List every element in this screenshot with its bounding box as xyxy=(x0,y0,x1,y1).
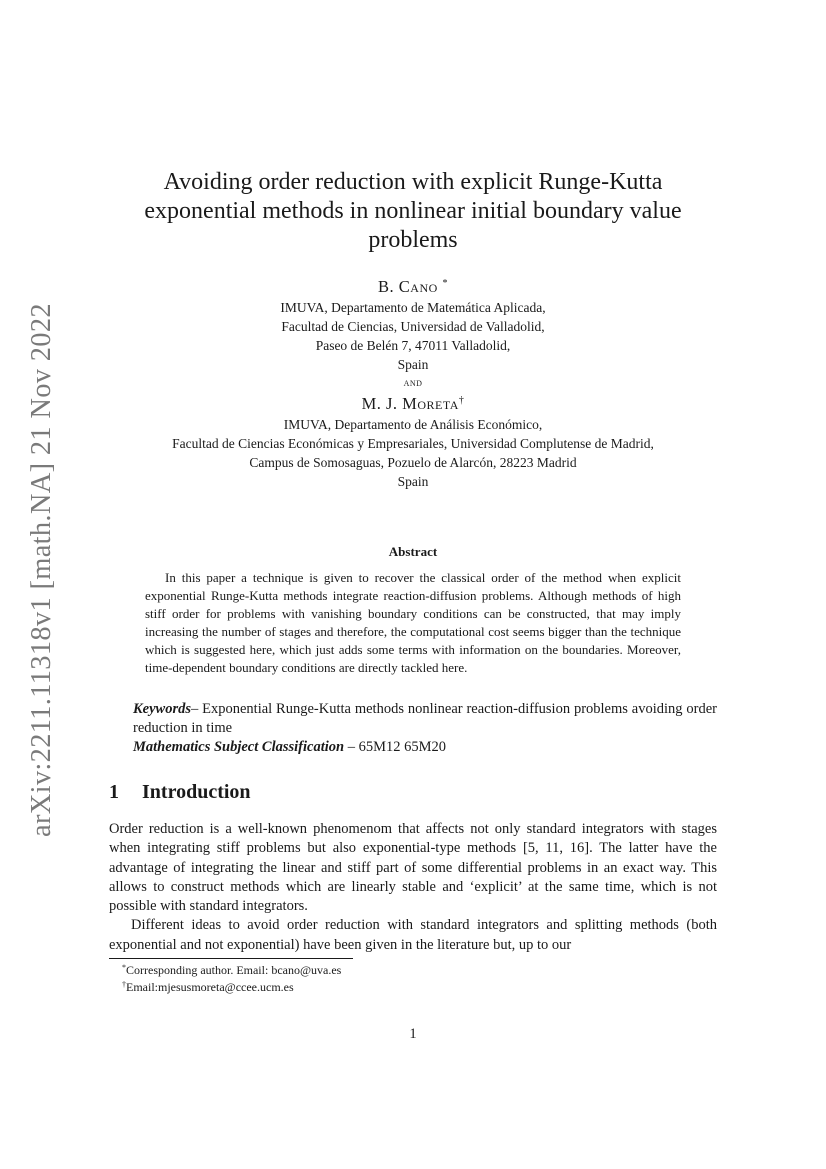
affiliation-line: Paseo de Belén 7, 47011 Valladolid, xyxy=(315,338,511,353)
paper-title xyxy=(110,168,716,255)
author-block xyxy=(110,276,716,491)
page-number: 1 xyxy=(409,1026,417,1042)
affiliation-line: IMUVA, Departamento de Análisis Económico, xyxy=(283,417,543,432)
msc-text: – 65M12 65M20 xyxy=(347,739,446,755)
footnote-mark: * xyxy=(442,278,448,289)
author-name: B. Cano xyxy=(378,277,438,296)
msc-label: Mathematics Subject Classification xyxy=(133,739,345,755)
affiliation-line: Campus de Somosaguas, Pozuelo de Alarcón, 28223 Madrid xyxy=(249,455,577,470)
title-line: problems xyxy=(368,227,458,253)
section-title: Introduction xyxy=(142,781,251,803)
abstract-heading: Abstract xyxy=(388,544,438,559)
abstract-text: In this paper a technique is given to recover the classical order of the method when explicit exponential Runge-Kutta methods integrate reaction-diffusion problems. Although methods of high stiff order for problems with vanishing boundary conditions can be constructed, that may imply increasing the number of stages and therefore, the computational cost seems bigger than the technique which is suggested here, which just adds some terms with information on the boundaries. Moreover, time-dependent boundary conditions are directly tackled here. xyxy=(145,570,681,675)
affiliation-line: IMUVA, Departamento de Matemática Aplicada, xyxy=(280,300,546,315)
footnote-mark: † xyxy=(122,980,126,989)
footnote-text: Email:mjesusmoreta@ccee.ucm.es xyxy=(126,980,294,994)
affiliation-line: Spain xyxy=(397,474,429,489)
footnote xyxy=(122,962,341,979)
keywords-label: Keywords xyxy=(133,701,191,717)
author-name: M. J. Moreta xyxy=(361,394,459,413)
section-body xyxy=(109,820,717,955)
footnote-mark: † xyxy=(458,395,465,406)
title-line: Avoiding order reduction with explicit Runge-Kutta xyxy=(163,169,663,195)
and-separator: and xyxy=(403,377,423,389)
keywords-text: – Exponential Runge-Kutta methods nonlinear reaction-diffusion problems avoiding order reduction in time xyxy=(133,701,717,736)
arxiv-stamp xyxy=(14,300,70,840)
keywords-line xyxy=(109,700,717,738)
footnotes xyxy=(122,962,341,996)
footnote-mark: * xyxy=(122,963,126,972)
arxiv-id: arXiv:2211.11318v1 [math.NA] 21 Nov 2022 xyxy=(26,303,57,837)
body-paragraph: Different ideas to avoid order reduction with standard integrators and splitting methods (both exponential and not exponential) have been given in the literature but, up to our xyxy=(109,917,717,953)
affiliation-line: Facultad de Ciencias Económicas y Empresariales, Universidad Complutense de Madrid, xyxy=(172,436,654,451)
section-heading xyxy=(109,781,251,804)
author-second xyxy=(110,393,716,415)
footnote xyxy=(122,979,341,996)
title-line: exponential methods in nonlinear initial boundary value xyxy=(144,198,682,224)
footnote-text: Corresponding author. Email: bcano@uva.es xyxy=(126,963,342,977)
affiliation-line: Spain xyxy=(397,357,429,372)
body-paragraph: Order reduction is a well-known phenomenom that affects not only standard integrators with stages when integrating stiff problems but also exponential-type methods [5, 11, 16]. The latter have the advantage of integrating the linear and stiff part of some differential problems in an exact way. This allows to construct methods which are linearly stable and ‘explicit’ at the same time, which is not possible with standard integrators. xyxy=(109,821,717,915)
affiliation-line: Facultad de Ciencias, Universidad de Valladolid, xyxy=(281,319,545,334)
msc-line xyxy=(109,738,717,757)
footnote-divider xyxy=(109,958,353,959)
keywords-block xyxy=(109,700,717,757)
section-number: 1 xyxy=(109,781,119,803)
author-first xyxy=(110,276,716,298)
